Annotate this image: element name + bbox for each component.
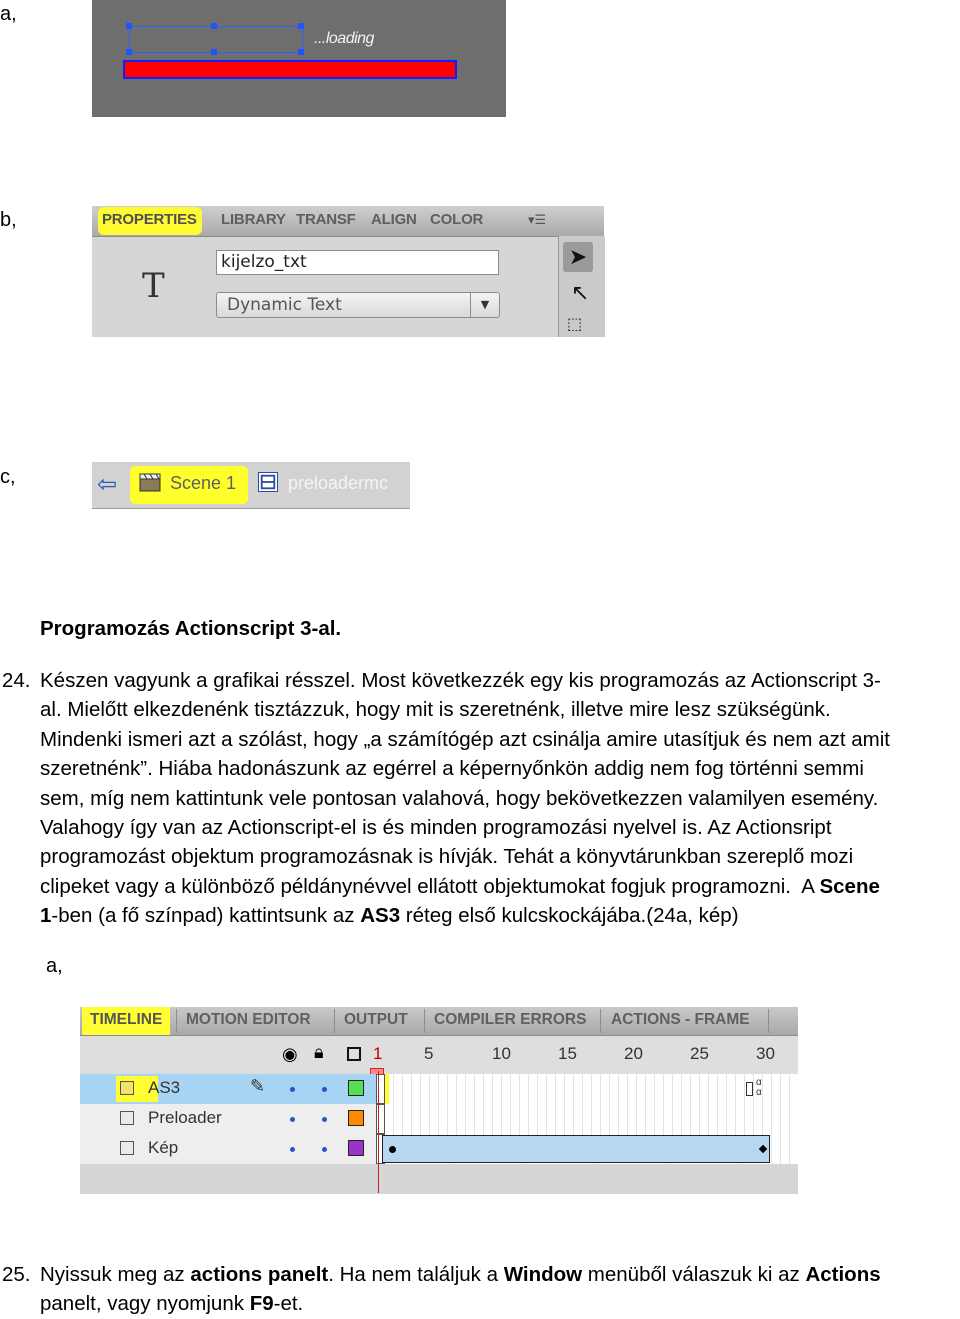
paragraph-number-24: 24. — [2, 669, 31, 692]
text-run: -ben (a fő színpad) kattintsunk az — [51, 904, 361, 928]
tab-actions-frame[interactable]: ACTIONS - FRAME — [611, 1011, 750, 1028]
frame-span[interactable] — [382, 1135, 770, 1163]
layer-frames[interactable] — [376, 1104, 798, 1134]
highlight-marker — [385, 1074, 389, 1104]
text-run: Nyissuk meg az — [40, 1263, 191, 1286]
keyframe-dot[interactable] — [389, 1146, 396, 1153]
text-line: programozást objektum programozásnak is hívják. Tehát a könyvtárunkban szereplő mozi — [40, 845, 854, 869]
timeline-panel-screenshot — [80, 1007, 798, 1194]
paragraph-24 — [40, 666, 960, 931]
bold-run: Scene — [819, 874, 880, 898]
bold-run: AS3 — [360, 904, 401, 928]
paragraph-number-25: 25. — [2, 1263, 31, 1286]
tab-divider — [768, 1009, 769, 1033]
text-tool-icon: T — [142, 266, 165, 306]
back-arrow-icon[interactable]: ⇦ — [97, 471, 118, 498]
frame-number: 15 — [558, 1044, 577, 1063]
layer-color-swatch[interactable] — [348, 1080, 364, 1096]
frame-end-icon — [746, 1082, 753, 1096]
text-line: szeretnénk”. Hiába hadonászunk az egérrel a képernyőnkön addig nem fog történni semmi — [40, 757, 864, 781]
figure-label-a: a, — [0, 3, 17, 25]
loading-bar — [123, 60, 457, 79]
frame-number: 1 — [373, 1044, 383, 1063]
tab-divider — [600, 1009, 601, 1033]
resize-handle[interactable] — [211, 49, 217, 55]
bold-run: Window — [503, 1263, 583, 1286]
tab-color[interactable]: COLOR — [430, 211, 484, 228]
bold-run: F9 — [249, 1292, 274, 1316]
panel-tab-bar — [92, 206, 604, 237]
timeline-tab-bar — [80, 1007, 798, 1036]
scene-breadcrumb-screenshot — [92, 462, 410, 509]
loading-text: ...loading — [314, 30, 374, 47]
symbol-link[interactable]: preloadermc — [288, 473, 389, 493]
resize-handle[interactable] — [126, 49, 132, 55]
playhead-line — [378, 1071, 379, 1193]
text-line — [40, 901, 960, 930]
chevron-down-icon[interactable]: ▼ — [470, 293, 499, 317]
frame-number: 30 — [756, 1044, 775, 1063]
text-run: panelt, vagy nyomjunk — [40, 1292, 250, 1316]
layer-row-kep[interactable] — [80, 1134, 798, 1164]
tab-library[interactable]: LIBRARY — [221, 211, 286, 228]
tab-output[interactable]: OUTPUT — [344, 1011, 408, 1028]
resize-handle[interactable] — [126, 23, 132, 29]
lock-dot[interactable] — [322, 1087, 327, 1092]
tab-compiler-errors[interactable]: COMPILER ERRORS — [434, 1011, 587, 1028]
panel-menu-icon[interactable]: ▾☰ — [528, 212, 547, 227]
text-run: clipeket vagy a különböző példánynévvel ellátott objektumokat fogjuk programozni. A — [40, 874, 820, 898]
visibility-dot[interactable] — [290, 1087, 295, 1092]
text-run: menüből válaszuk ki az — [582, 1263, 806, 1286]
layer-row-as3[interactable] — [80, 1074, 798, 1104]
tab-divider — [424, 1009, 425, 1033]
text-run: . Ha nem találjuk a — [328, 1263, 504, 1286]
text-line: Készen vagyunk a grafikai résszel. Most következzék egy kis programozás az Actionscript 3- — [40, 669, 881, 692]
properties-panel-screenshot — [92, 206, 604, 337]
text-line: Valahogy így van az Actionscript-el is és minden programozási nyelvel is. Az Actionsript — [40, 816, 832, 840]
text-line: Mindenki ismeri azt a szólást, hogy „a számítógép azt csinálja amire utasítjuk és nem azt amit — [40, 727, 890, 751]
bold-run: actions panelt — [190, 1263, 329, 1286]
frame-number: 5 — [424, 1044, 434, 1063]
resize-handle[interactable] — [298, 49, 304, 55]
selection-arrow-icon[interactable]: ➤ — [563, 242, 593, 272]
lock-dot[interactable] — [322, 1147, 327, 1152]
resize-handle[interactable] — [211, 23, 217, 29]
text-line — [40, 1289, 960, 1318]
tools-strip — [558, 236, 605, 337]
loading-screenshot — [92, 0, 506, 117]
eye-icon[interactable]: ◉ — [282, 1044, 298, 1064]
tab-properties[interactable]: PROPERTIES — [102, 211, 197, 228]
tab-transform[interactable]: TRANSF — [296, 211, 356, 228]
layer-icon — [120, 1141, 134, 1155]
free-transform-icon[interactable]: ⬚ — [567, 316, 583, 333]
section-heading: Programozás Actionscript 3-al. — [40, 617, 342, 640]
text-line — [40, 1260, 960, 1289]
tab-divider — [334, 1009, 335, 1033]
layer-row-preloader[interactable] — [80, 1104, 798, 1134]
text-line — [40, 872, 960, 901]
subselection-arrow-icon[interactable]: ↖ — [571, 280, 590, 305]
clapperboard-icon — [139, 472, 161, 492]
figure-label-24a: a, — [46, 955, 63, 977]
timeline-footer — [80, 1165, 798, 1194]
text-type-select[interactable] — [216, 292, 500, 318]
layer-name[interactable]: AS3 — [148, 1078, 181, 1097]
pencil-icon: ✎ — [250, 1076, 266, 1096]
visibility-dot[interactable] — [290, 1117, 295, 1122]
figure-label-c: c, — [0, 466, 16, 488]
instance-name-input[interactable]: kijelzo_txt — [216, 250, 499, 275]
bold-run: 1 — [40, 904, 52, 928]
layer-frames[interactable] — [376, 1074, 798, 1104]
figure-label-b: b, — [0, 209, 17, 231]
bold-run: Actions — [805, 1263, 881, 1286]
paragraph-25 — [40, 1260, 960, 1319]
layer-icon — [120, 1111, 134, 1125]
layer-name[interactable]: Preloader — [148, 1108, 222, 1127]
resize-handle[interactable] — [298, 23, 304, 29]
layer-icon — [120, 1081, 134, 1095]
layer-color-swatch[interactable] — [348, 1140, 364, 1156]
text-line: al. Mielőtt elkezdenénk tisztázzuk, hogy mit is szeretnénk, illetve mire lesz szükségünk. — [40, 698, 831, 722]
action-marker-icon: α α — [756, 1077, 762, 1098]
frame-number: 20 — [624, 1044, 643, 1063]
timeline-header — [80, 1036, 798, 1074]
tab-timeline[interactable]: TIMELINE — [90, 1011, 163, 1028]
layer-color-swatch[interactable] — [348, 1110, 364, 1126]
tab-align[interactable]: ALIGN — [371, 211, 417, 228]
tab-motion-editor[interactable]: MOTION EDITOR — [186, 1011, 311, 1028]
tab-divider — [176, 1009, 177, 1033]
lock-icon[interactable]: 🔒︎ — [314, 1042, 324, 1062]
outline-icon[interactable] — [347, 1047, 361, 1061]
text-line: sem, míg nem kattintunk vele pontosan valahová, hogy bekövetkezzen valamilyen esemény. — [40, 786, 879, 810]
frame-number: 10 — [492, 1044, 511, 1063]
lock-dot[interactable] — [322, 1117, 327, 1122]
movieclip-symbol-icon — [258, 472, 278, 492]
frame-number: 25 — [690, 1044, 709, 1063]
visibility-dot[interactable] — [290, 1147, 295, 1152]
text-type-value: Dynamic Text — [227, 295, 342, 315]
text-run: réteg első kulcskockájába.(24a, kép) — [400, 904, 739, 928]
layer-name[interactable]: Kép — [148, 1138, 179, 1157]
scene-link[interactable]: Scene 1 — [170, 473, 237, 493]
text-run: -et. — [273, 1292, 304, 1316]
